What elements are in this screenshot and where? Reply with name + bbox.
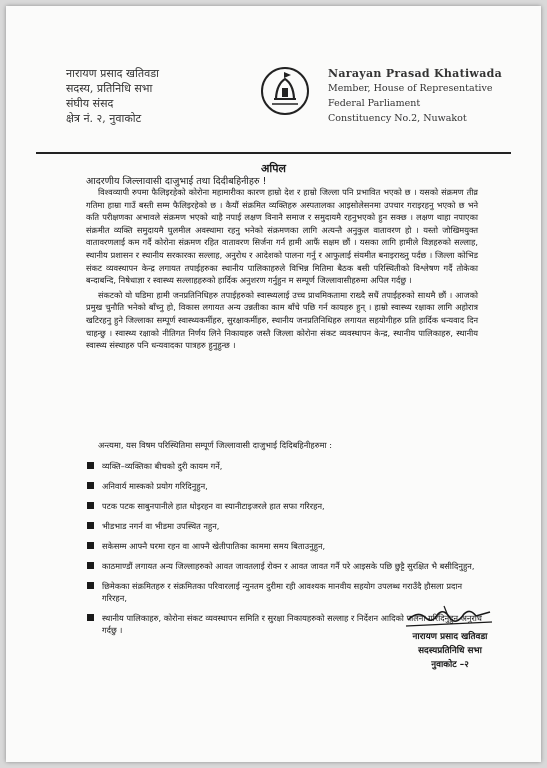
square-bullet-icon [87,482,94,489]
body-paragraph-2: संकटको यो घडिमा हामी जनप्रतिनिधिहरु तपाईहरुको स्वास्थ्यलाई उच्च प्राथमिकतामा राख्दै सधैं तपाईहरुको साथमै छौं । आजको प्रमुख चुनौति भनेको बाँच्नु हो, विकास लगायत अन्य उन्नतीका काम बाँचे पछि गर्न कायहरु हुन् । हाम्रो स्वास्थ्य रक्षाका लागि अहोरात्र खटिरहनु हुने जिल्लाका सम्पूर्ण स्वास्थ्यकर्मीहरु, सुरक्षाकर्मीहरु, स्थानीय जनप्रतिनिधिहरु लगायत सहयोगीहरु प्रति हार्दिक धन्यवाद दिन चाहन्छु । स्वास्थ्य रक्षाको नीतिगत निर्णय लिने निकायहरु जस्तै जिल्ला कोरोना संकट व्यवस्थापन केन्द्र, स्थानीय पालिकाहरु, स्थानीय स्वास्थ्य संस्थाहरु पनि धन्यवादका पात्रहरु हुनुहुन्छ । [86,289,478,351]
signoff-place: नुवाकोट –२ [431,660,469,670]
signoff-block [380,630,520,672]
square-bullet-icon [87,502,94,509]
header-en-name: Narayan Prasad Khatiwada [328,67,503,80]
list-item [84,460,484,472]
list-item-text: पटक पटक साबुनपानीले हात धोइरहन वा स्यानीटाइजरले हात सफा गरिरहन, [102,501,325,511]
square-bullet-icon [87,582,94,589]
letter-page [6,6,541,762]
list-item-text: स्थानीय पालिकाहरु, कोरोना संकट व्यवस्थापन समिति र सुरक्षा निकायहरुको सल्लाह र निर्देशन आदिको पालना गरिदिनुहुन अनुरोध गर्दछु । [102,613,482,635]
closing-line: अन्त्यमा, यस विषम परिस्थितिमा सम्पूर्ण जिल्लावासी दाजुभाई दिदिबहिनीहरुमा : [98,440,333,450]
signoff-role: सदस्यप्रतिनिधि सभा [418,646,482,656]
list-item-text: अनिवार्य मास्कको प्रयोग गरिदिनुहुन, [102,481,208,491]
header-np-role: सदस्य, प्रतिनिधि सभा [66,82,153,95]
header-divider [36,152,511,154]
header-np-name: नारायण प्रसाद खतिवडा [66,67,159,80]
list-item [84,480,484,492]
header-english [328,66,528,126]
list-item-text: काठमाण्डौं लगायत अन्य जिल्लाहरुको आवत जावतलाई रोक्न र आवत जावत गर्नै परे आइसके पछि छुट्टै सुरक्षित भै बसीदिनुहुन, [102,561,475,571]
letter-body [86,186,478,352]
header-nepali [66,66,266,126]
list-item [84,580,484,604]
letter-title: अपिल [261,162,286,175]
body-paragraph-1: विश्वव्यापी रुपमा फैलिइरहेको कोरोना महामारीका कारण हाम्रो देश र हाम्रो जिल्ला पनि प्रभावित भएको छ । यसको संक्रमण तीव्र गतिमा हाम्रा गाउँ बस्ती सम्म फैलिइरहेको छ । कैयौं संक्रमित व्यक्तिहरु अस्पतालका आइसोलेसनमा उपचार गराइरहनु भएको छ भने कति परीक्षणका अभावले संक्रमण भएको थाहै नपाई लक्षण विनानै समाज र समुदायमै रहनुभएको हुन सक्छ । लक्षण थाहा नपाएका संक्रमीत व्यक्ति समुदायमै घुलमील अवस्थामा रहनु भनेको संक्रमणका लागि अत्यन्तै अनुकुल वातावरण हो । यस्तो जोखिमयुक्त वातावरणलाई कम गर्दै कोरोना संक्रमण रहित वातावरण सिर्जना गर्न हामी आफैं सक्षम छौं । यसका लागि हामीले विज्ञहरुको सल्लाह, स्थानीय प्रशासन र स्थानीय सरकारका सल्लाह, अनुरोध र आदेशको पालना गर्नु र आफुलाई संयमीत बनाइराख्नु पर्दछ । जिल्ला कोभिड संकट व्यवस्थापन केन्द्र लगायत तपाईहरुका स्थानीय पालिकाहरुले विभिन्न मितिमा बैठक बसी परिस्थितीको विश्लेषण गर्दै तोकेका बन्दाबन्दि, निषेधाज्ञा र स्वास्थ्य सल्लाहहरुको हार्दिक अनुशरण गर्नुहुन म सम्पूर्ण जिल्लावासीहरुमा अपिल गर्दछु । [86,187,478,286]
header-en-house: Federal Parliament [328,98,421,109]
header-en-role: Member, House of Representative [328,83,493,94]
list-item [84,540,484,552]
list-item-text: व्यक्ति–व्यक्तिका बीचको दुरी कायम गर्ने, [102,461,223,471]
list-item [84,560,484,572]
list-item-text: सकेसम्म आफ्नै घरमा रहन वा आफ्नै खेतीपातिका काममा समय बिताउनुहुन, [102,541,326,551]
signature-icon [404,604,494,630]
list-item-text: छिमेकका संक्रमितहरु र संक्रमितका परिवारलाई न्युनतम दुरीमा रही आवश्यक मानवीय सहयोग उपलब्ध गराउँदै हौसला प्रदान गरिरहन, [102,581,462,603]
list-item-text: भीडभाड नगर्न वा भीडमा उपस्थित नहुन, [102,521,220,531]
square-bullet-icon [87,562,94,569]
party-emblem-icon [260,66,310,116]
square-bullet-icon [87,522,94,529]
header-en-constituency: Constituency No.2, Nuwakot [328,113,467,124]
list-item [84,520,484,532]
square-bullet-icon [87,462,94,469]
square-bullet-icon [87,542,94,549]
signoff-name: नारायण प्रसाद खतिवडा [412,632,488,642]
header-np-house: संघीय संसद [66,97,114,110]
square-bullet-icon [87,614,94,621]
header-np-constituency: क्षेत्र नं. २, नुवाकोट [66,112,142,125]
list-item [84,500,484,512]
letter-salutation: आदरणीय जिल्लावासी दाजुभाई तथा दिदीबहिनीहरु ! [86,176,267,187]
